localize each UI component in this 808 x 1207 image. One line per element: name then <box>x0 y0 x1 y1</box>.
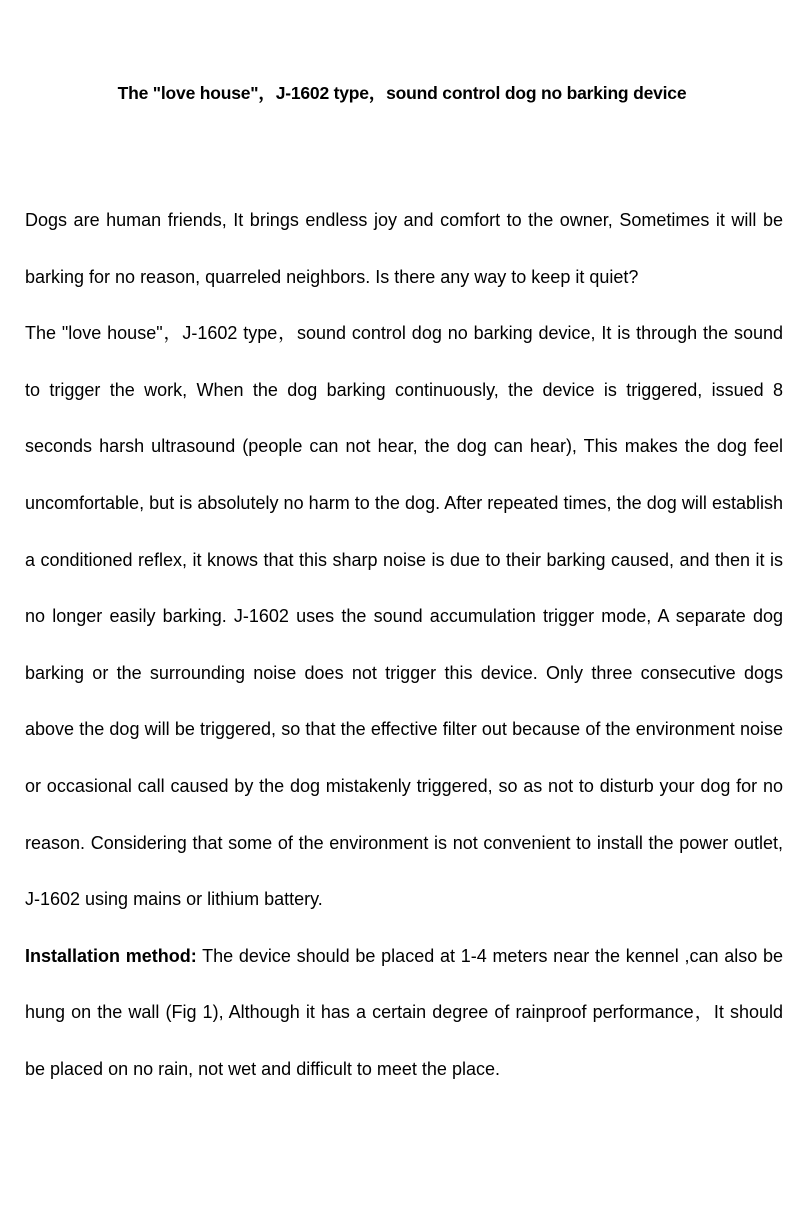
description-paragraph: The "love house"，J-1602 type，sound control dog no barking device, It is through the sound to trigger the work, When the dog barking continuously, the device is triggered, issued 8 seconds harsh ultrasound (people can not hear, the dog can hear), This makes the dog feel uncomfortable, but is absolutely no harm to the dog. After repeated times, the dog will establish a conditioned reflex, it knows that this sharp noise is due to their barking caused, and then it is no longer easily barking. J-1602 uses the sound accumulation trigger mode, A separate dog barking or the surrounding noise does not trigger this device. Only three consecutive dogs above the dog will be triggered, so that the effective filter out because of the environment noise or occasional call caused by the dog mistakenly triggered, so as not to disturb your dog for no reason. Considering that some of the environment is not convenient to install the power outlet, J-1602 using mains or lithium battery. <box>25 323 783 910</box>
installation-text: The device should be placed at 1-4 meters near the kennel ,can also be hung on the wall (Fig 1), Although it has a certain degree of rainproof performance，It should be placed on no rain, not wet and difficult to meet the place. <box>25 945 783 1079</box>
document-body <box>25 192 783 1098</box>
installation-paragraph <box>25 928 783 1098</box>
installation-label: Installation method: <box>25 945 197 966</box>
document-title: The "love house"，J-1602 type，sound control dog no barking device <box>117 83 687 103</box>
intro-paragraph: Dogs are human friends, It brings endless joy and comfort to the owner, Sometimes it will be barking for no reason, quarreled neighbors. Is there any way to keep it quiet? <box>25 210 783 287</box>
